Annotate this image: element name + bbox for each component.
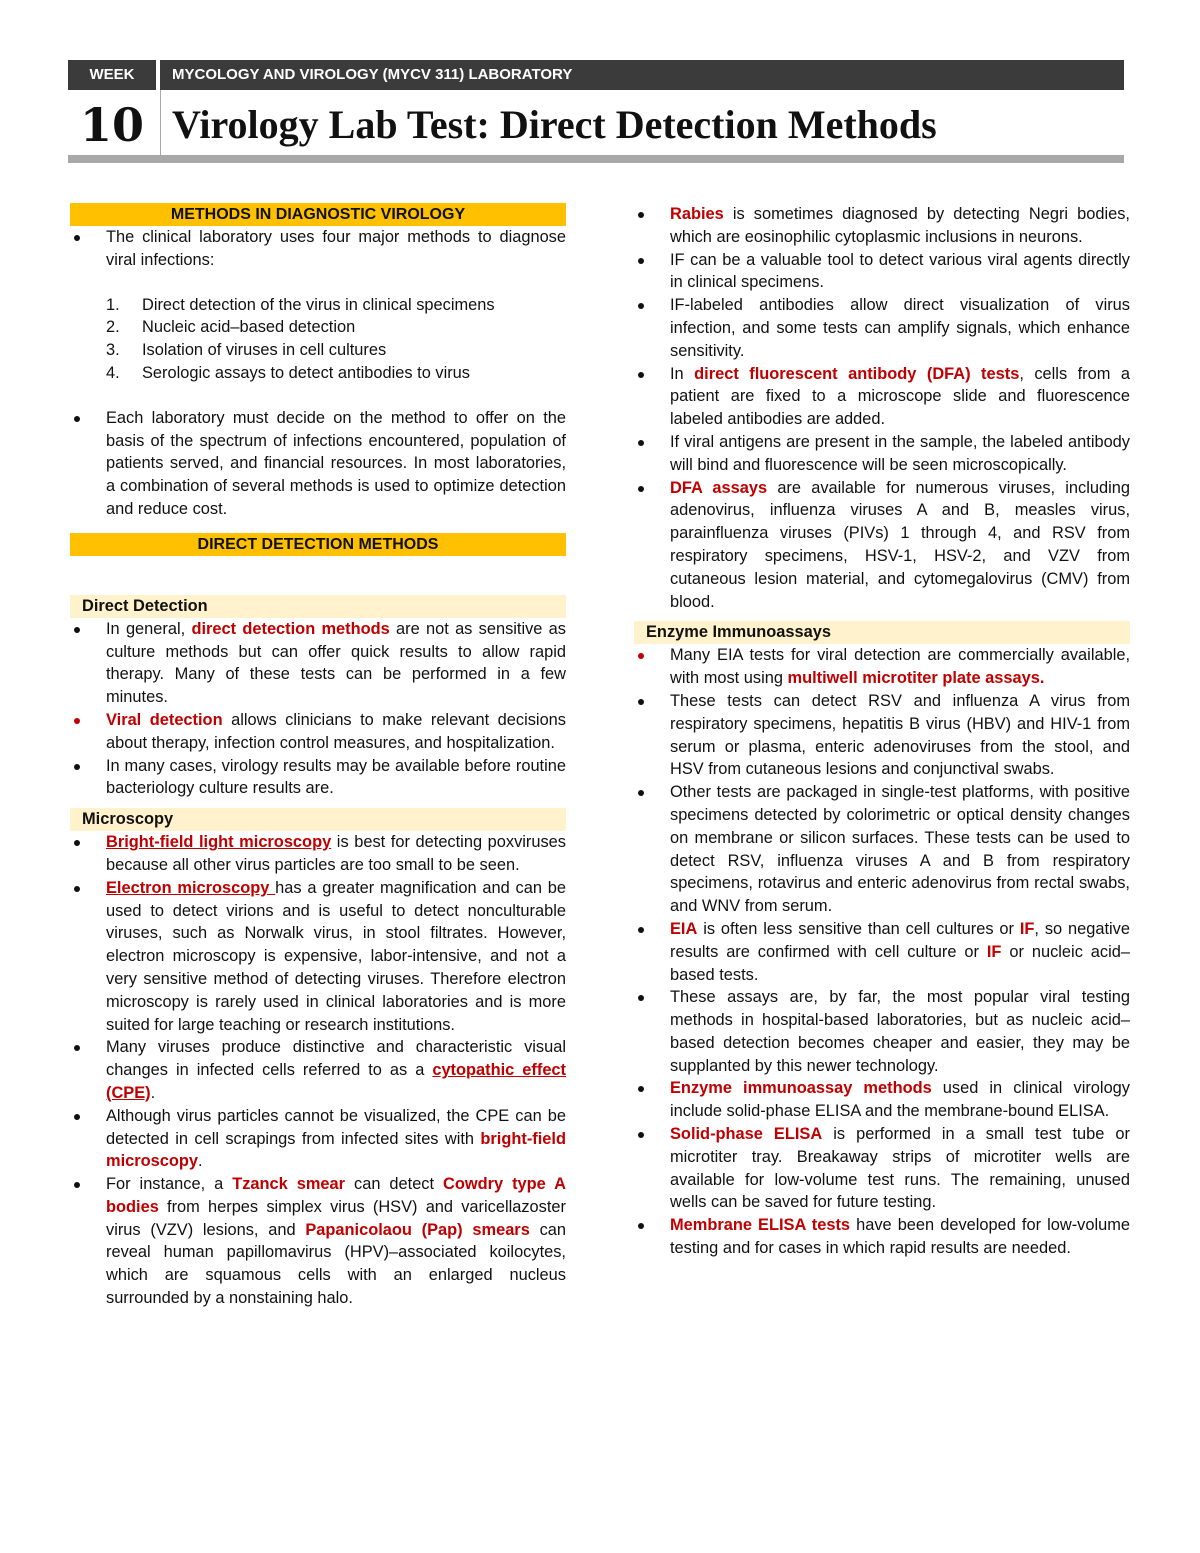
list-item: These assays are, by far, the most popular viral testing methods in hospital-based laboratories, but as nucleic acid–based detection becomes cheaper and easier, they may be supplanted by this newer technology. bbox=[634, 986, 1130, 1077]
list-item: For instance, a Tzanck smear can detect Cowdry type A bodies from herpes simplex virus (HSV) and varicellazoster virus (VZV) lesions, and Papanicolaou (Pap) smears can reveal human papillomavirus (HPV)–associated koilocytes, which are squamous cells with an enlarged nucleus surrounded by a nonstaining halo. bbox=[70, 1173, 566, 1310]
direct-heading: DIRECT DETECTION METHODS bbox=[70, 533, 566, 556]
list-item: Although virus particles cannot be visualized, the CPE can be detected in cell scrapings from infected sites with bright-field microscopy. bbox=[70, 1105, 566, 1173]
list-item: Other tests are packaged in single-test platforms, with positive specimens detected by colorimetric or optical density changes on membrane or silicon surfaces. These tests can be used to detect RSV, influenza viruses A and B from respiratory specimens, rotavirus and enteric adenovirus from rectal swabs, and WNV from serum. bbox=[634, 781, 1130, 918]
methods-decide: Each laboratory must decide on the method to offer on the basis of the spectrum of infections encountered, population of patients served, and financial resources. In most laboratories, a combination of several methods is used to optimize detection and reduce cost. bbox=[70, 407, 566, 521]
right-column bbox=[634, 203, 1130, 1260]
methods-numbered-list bbox=[70, 294, 566, 385]
list-item: Membrane ELISA tests have been developed for low-volume testing and for cases in which rapid results are needed. bbox=[634, 1214, 1130, 1260]
header-underline bbox=[68, 155, 1124, 163]
header-divider bbox=[156, 60, 160, 162]
list-item: Viral detection allows clinicians to make relevant decisions about therapy, infection control measures, and hospitalization. bbox=[70, 709, 566, 755]
page-title: Virology Lab Test: Direct Detection Methods bbox=[172, 102, 937, 147]
list-item: These tests can detect RSV and influenza A virus from respiratory specimens, hepatitis B virus (HBV) and HIV-1 from serum or plasma, enteric adenoviruses from the stool, and HSV from cutaneous lesions and conjunctival swabs. bbox=[634, 690, 1130, 781]
spacer bbox=[70, 385, 566, 407]
spacer bbox=[70, 272, 566, 294]
methods-heading: METHODS IN DIAGNOSTIC VIROLOGY bbox=[70, 203, 566, 226]
list-item: 2. Nucleic acid–based detection bbox=[106, 318, 356, 337]
direct-detection-list bbox=[70, 618, 566, 800]
eia-subheading: Enzyme Immunoassays bbox=[634, 621, 1130, 644]
microscopy-subheading: Microscopy bbox=[70, 808, 566, 831]
list-item: If viral antigens are present in the sample, the labeled antibody will bind and fluorescence will be seen microscopically. bbox=[634, 431, 1130, 477]
list-item: In general, direct detection methods are not as sensitive as culture methods but can offer quick results to allow rapid therapy. Many of these tests can be performed in a few minutes. bbox=[70, 618, 566, 709]
list-item: Rabies is sometimes diagnosed by detecting Negri bodies, which are eosinophilic cytoplasmic inclusions in neurons. bbox=[634, 203, 1130, 249]
list-item: Enzyme immunoassay methods used in clinical virology include solid-phase ELISA and the membrane-bound ELISA. bbox=[634, 1077, 1130, 1123]
list-item: 4. Serologic assays to detect antibodies to virus bbox=[106, 363, 470, 382]
methods-list bbox=[70, 226, 566, 272]
microscopy-list bbox=[70, 831, 566, 1310]
list-item: In direct fluorescent antibody (DFA) tests, cells from a patient are fixed to a microscope slide and fluorescence labeled antibodies are added. bbox=[634, 363, 1130, 431]
list-item: Many viruses produce distinctive and characteristic visual changes in infected cells referred to as a cytopathic effect (CPE). bbox=[70, 1036, 566, 1104]
list-item: Many EIA tests for viral detection are commercially available, with most using multiwell microtiter plate assays. bbox=[634, 644, 1130, 690]
list-item: 3. Isolation of viruses in cell cultures bbox=[106, 341, 387, 360]
list-item: Solid-phase ELISA is performed in a small test tube or microtiter tray. Breakaway strips of microtiter wells are available for low-volume test runs. The remaining, unused wells can be saved for future testing. bbox=[634, 1123, 1130, 1214]
if-list bbox=[634, 203, 1130, 613]
eia-list bbox=[634, 644, 1130, 1260]
week-number: 10 bbox=[79, 98, 144, 152]
list-item: IF can be a valuable tool to detect various viral agents directly in clinical specimens. bbox=[634, 249, 1130, 295]
list-item: In many cases, virology results may be available before routine bacteriology culture results are. bbox=[70, 755, 566, 801]
week-label: WEEK bbox=[89, 66, 135, 83]
list-item: Bright-field light microscopy is best for detecting poxviruses because all other virus particles are too small to be seen. bbox=[70, 831, 566, 877]
list-item: IF-labeled antibodies allow direct visualization of virus infection, and some tests can amplify signals, which enhance sensitivity. bbox=[634, 294, 1130, 362]
course-title: MYCOLOGY AND VIROLOGY (MYCV 311) LABORATORY bbox=[172, 66, 573, 83]
list-item: EIA is often less sensitive than cell cultures or IF, so negative results are confirmed with cell culture or IF or nucleic acid–based tests. bbox=[634, 918, 1130, 986]
list-item: 1. Direct detection of the virus in clinical specimens bbox=[106, 295, 495, 314]
list-item: DFA assays are available for numerous viruses, including adenovirus, influenza viruses A and B, measles virus, parainfluenza viruses (PIVs) 1 through 4, and RSV from respiratory specimens, HSV-1, HSV-2, and VZV from cutaneous lesion material, and cytomegalovirus (CMV) from blood. bbox=[634, 477, 1130, 614]
direct-detection-subheading: Direct Detection bbox=[70, 595, 566, 618]
left-column bbox=[70, 203, 566, 1310]
list-item: Electron microscopy has a greater magnification and can be used to detect virions and is useful to detect nonculturable viruses, such as Norwalk virus, in stool filtrates. However, electron microscopy is expensive, labor-intensive, and not a very sensitive method of detecting viruses. Therefore electron microscopy is rarely used in clinical laboratories and is more suited for large teaching or research institutions. bbox=[70, 877, 566, 1037]
methods-intro: The clinical laboratory uses four major methods to diagnose viral infections: bbox=[70, 226, 566, 272]
